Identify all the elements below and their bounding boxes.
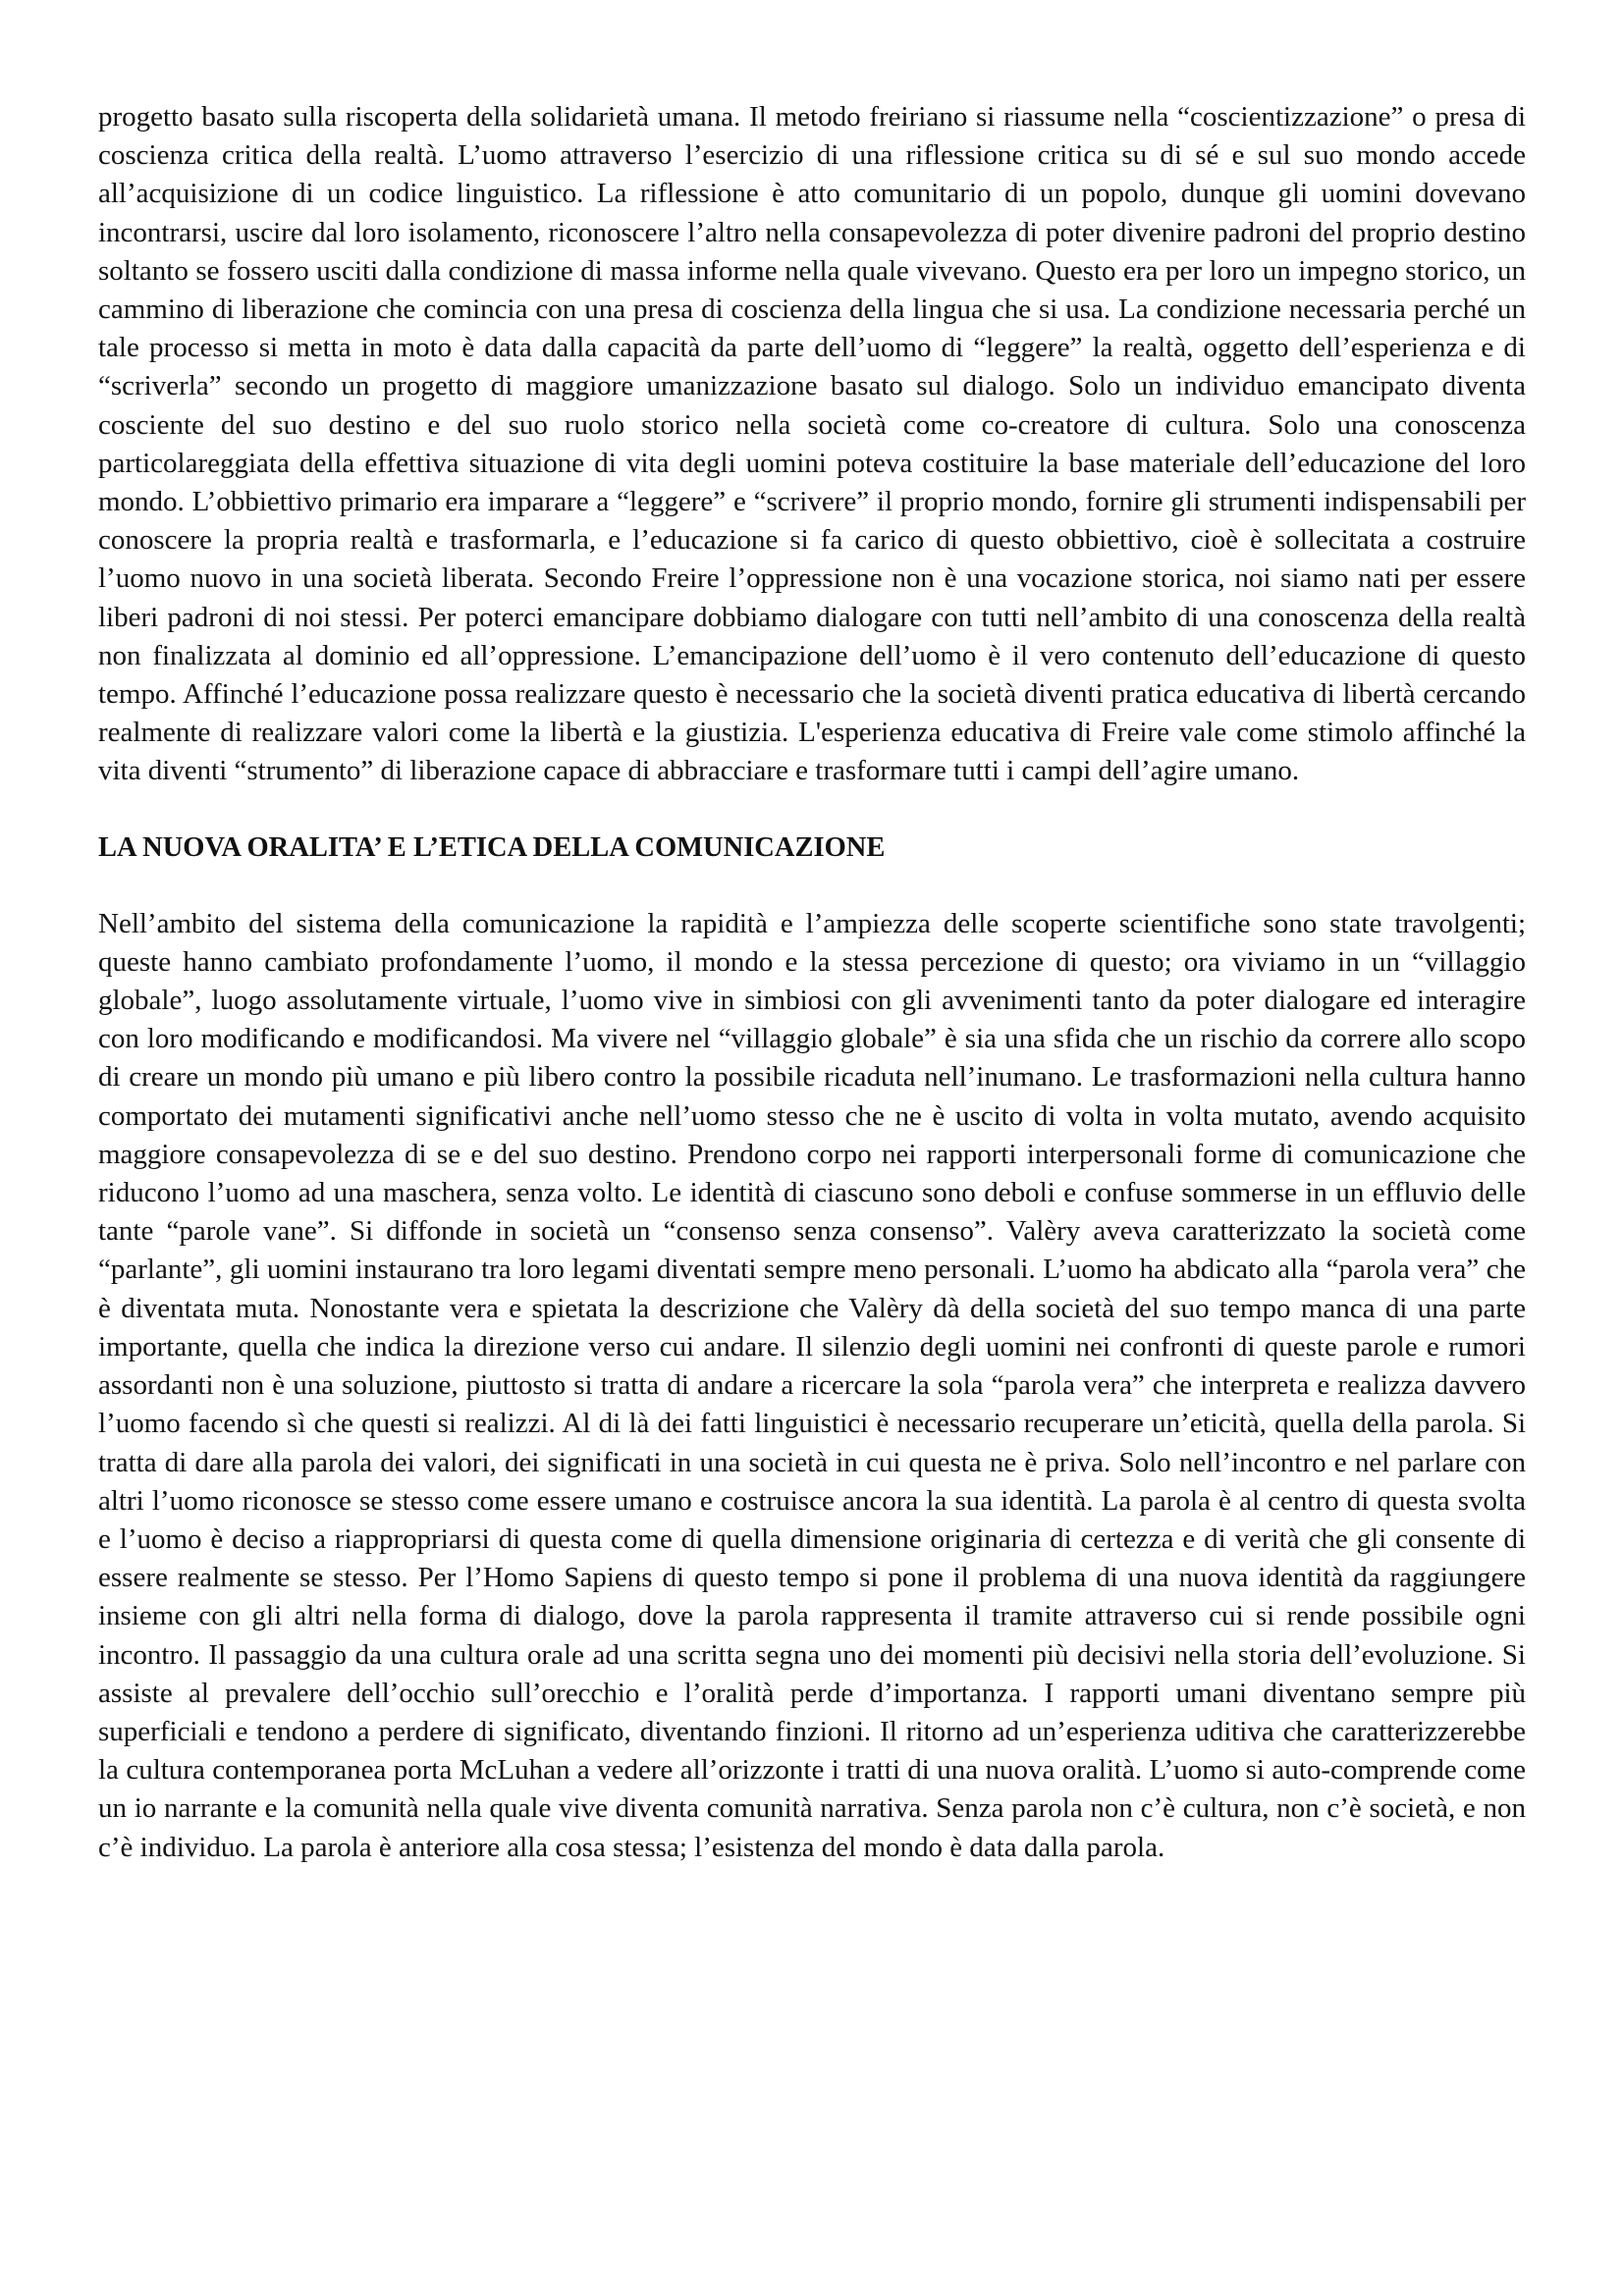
body-paragraph-communication: Nell’ambito del sistema della comunicazione la rapidità e l’ampiezza delle scoperte scientifiche sono state travolgenti; queste hanno cambiato profondamente l’uomo, il mondo e la stessa percezione di questo; ora viviamo in un “villaggio globale”, luogo assolutamente virtuale, l’uomo vive in simbiosi con gli avvenimenti tanto da poter dialogare ed interagire con loro modificando e modificandosi. Ma vivere nel “villaggio globale” è sia una sfida che un rischio da correre allo scopo di creare un mondo più umano e più libero contro la possibile ricaduta nell’inumano. Le trasformazioni nella cultura hanno comportato dei mutamenti significativi anche nell’uomo stesso che ne è uscito di volta in volta mutato, avendo acquisito maggiore consapevolezza di se e del suo destino. Prendono corpo nei rapporti interpersonali forme di comunicazione che riducono l’uomo ad una maschera, senza volto. Le identità di ciascuno sono deboli e confuse sommerse in un effluvio delle tante “parole vane”. Si diffonde in società un “consenso senza consenso”. Valèry aveva caratterizzato la società come “parlante”, gli uomini instaurano tra loro legami diventati sempre meno personali. L’uomo ha abdicato alla “parola vera” che è diventata muta. Nonostante vera e spietata la descrizione che Valèry dà della società del suo tempo manca di una parte importante, quella che indica la direzione verso cui andare. Il silenzio degli uomini nei confronti di queste parole e rumori assordanti non è una soluzione, piuttosto si tratta di andare a ricercare la sola “parola vera” che interpreta e realizza davvero l’uomo facendo sì che questi si realizzi. Al di là dei fatti linguistici è necessario recuperare un’eticità, quella della parola. Si tratta di dare alla parola dei valori, dei significati in una società in cui questa ne è priva. Solo nell’incontro e nel parlare con altri l’uomo riconosce se stesso come essere umano e costruisce ancora la sua identità. La parola è al centro di questa svolta e l’uomo è deciso a riappropriarsi di questa come di quella dimensione originaria di certezza e di verità che gli consente di essere realmente se stesso. Per l’Homo Sapiens di questo tempo si pone il problema di una nuova identità da raggiungere insieme con gli altri nella forma di dialogo, dove la parola rappresenta il tramite attraverso cui si rende possibile ogni incontro. Il passaggio da una cultura orale ad una scritta segna uno dei momenti più decisivi nella storia dell’evoluzione. Si assiste al prevalere dell’occhio sull’orecchio e l’oralità perde d’importanza. I rapporti umani diventano sempre più superficiali e tendono a perdere di significato, diventando finzioni. Il ritorno ad un’esperienza uditiva che caratterizzerebbe la cultura contemporanea porta McLuhan a vedere all’orizzonte i tratti di una nuova oralità. L’uomo si auto-comprende come un io narrante e la comunità nella quale vive diventa comunità narrativa. Senza parola non c’è cultura, non c’è società, e non c’è individuo. La parola è anteriore alla cosa stessa; l’esistenza del mondo è data dalla parola. (98, 907, 1526, 1863)
document-page (98, 98, 1526, 1867)
section-heading: LA NUOVA ORALITA’ E L’ETICA DELLA COMUNICAZIONE (98, 831, 886, 863)
body-paragraph-freire: progetto basato sulla riscoperta della solidarietà umana. Il metodo freiriano si riassume nella “coscientizzazione” o presa di coscienza critica della realtà. L’uomo attraverso l’esercizio di una riflessione critica su di sé e sul suo mondo accede all’acquisizione di un codice linguistico. La riflessione è atto comunitario di un popolo, dunque gli uomini dovevano incontrarsi, uscire dal loro isolamento, riconoscere l’altro nella consapevolezza di poter divenire padroni del proprio destino soltanto se fossero usciti dalla condizione di massa informe nella quale vivevano. Questo era per loro un impegno storico, un cammino di liberazione che comincia con una presa di coscienza della lingua che si usa. La condizione necessaria perché un tale processo si metta in moto è data dalla capacità da parte dell’uomo di “leggere” la realtà, oggetto dell’esperienza e di “scriverla” secondo un progetto di maggiore umanizzazione basato sul dialogo. Solo un individuo emancipato diventa cosciente del suo destino e del suo ruolo storico nella società come co-creatore di cultura. Solo una conoscenza particolareggiata della effettiva situazione di vita degli uomini poteva costituire la base materiale dell’educazione del loro mondo. L’obbiettivo primario era imparare a “leggere” e “scrivere” il proprio mondo, fornire gli strumenti indispensabili per conoscere la propria realtà e trasformarla, e l’educazione si fa carico di questo obbiettivo, cioè è sollecitata a costruire l’uomo nuovo in una società liberata. Secondo Freire l’oppressione non è una vocazione storica, noi siamo nati per essere liberi padroni di noi stessi. Per poterci emancipare dobbiamo dialogare con tutti nell’ambito di una conoscenza della realtà non finalizzata al dominio ed all’oppressione. L’emancipazione dell’uomo è il vero contenuto dell’educazione di questo tempo. Affinché l’educazione possa realizzare questo è necessario che la società diventi pratica educativa di libertà cercando realmente di realizzare valori come la libertà e la giustizia. L'esperienza educativa di Freire vale come stimolo affinché la vita diventi “strumento” di liberazione capace di abbracciare e trasformare tutti i campi dell’agire umano. (98, 101, 1526, 787)
